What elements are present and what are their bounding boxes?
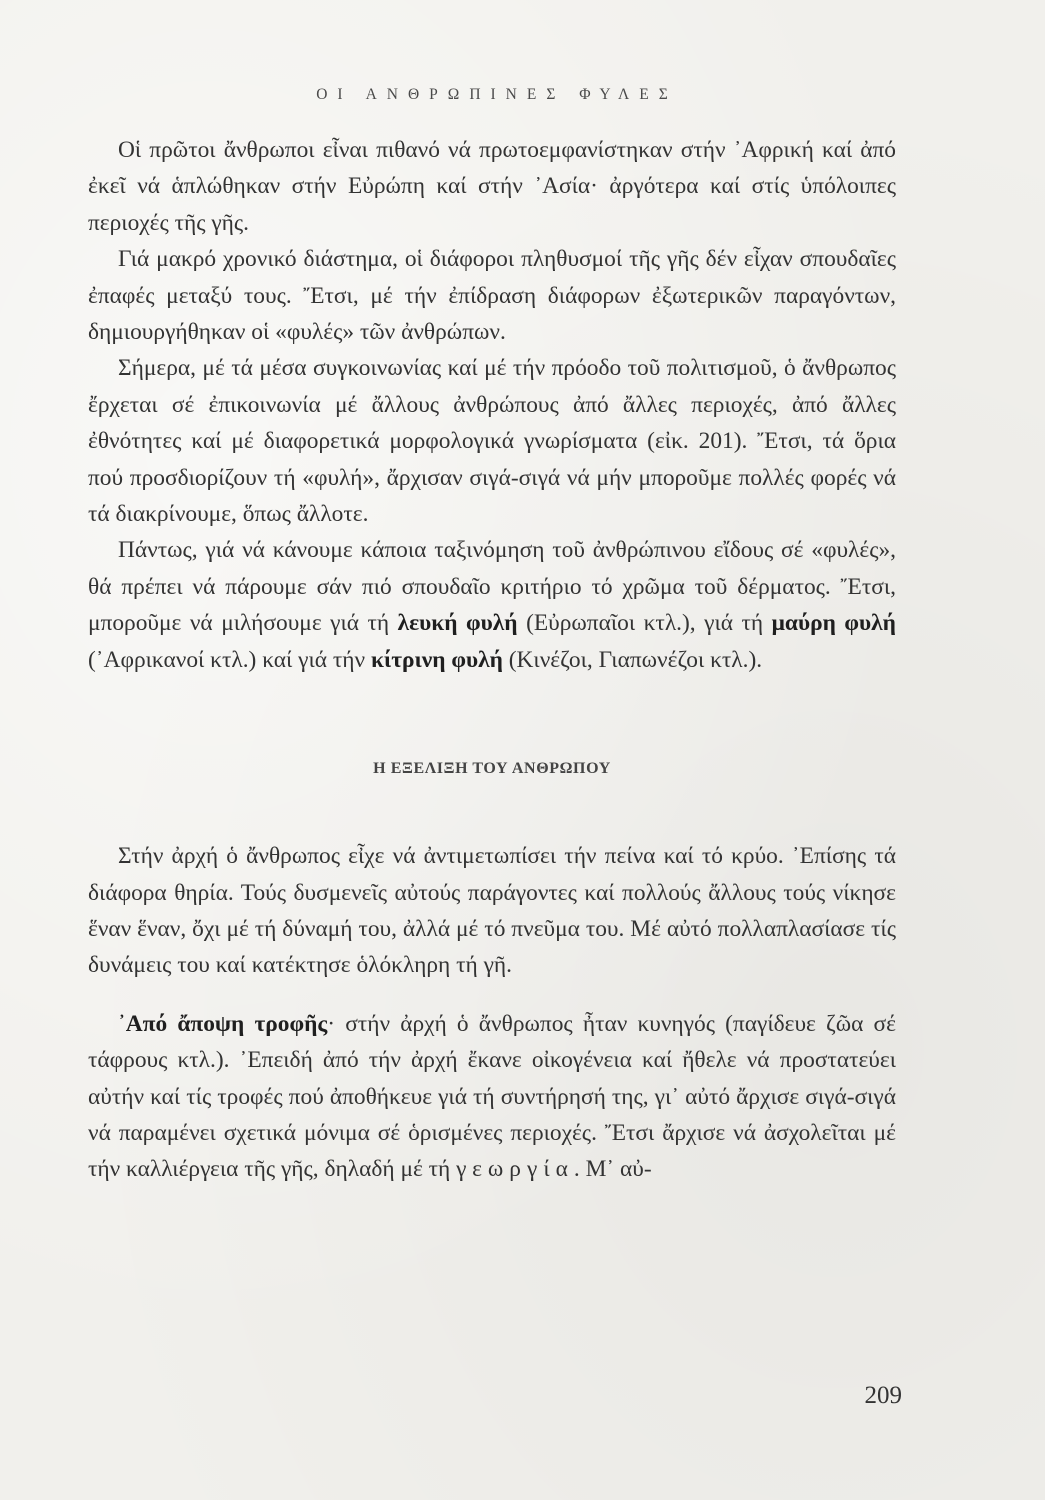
term-yellow-race: κίτρινη φυλή	[370, 646, 503, 673]
paragraph-classification	[88, 532, 896, 678]
food-text: · στήν ἀρχή ὁ ἄνθρωπος ἦταν κυνηγός (παγίδευε ζῶα σέ τάφρους κτλ.). ᾿Επειδή ἀπό τήν ἀρχή ἔκανε οἰκογένεια καί ἤθελε νά προστατεύει αὐτήν καί τίς τροφές πού ἀποθήκευε γιά τή συντήρησή της, γι᾿ αὐτό ἄρχισε σιγά-σιγά νά παραμένει σχετικά μόνιμα σέ ὁρισμένες περιοχές. Ἔτσι ἄρχισε νά ἀσχολεῖται μέ τήν καλλιέργεια τῆς γῆς, δηλαδή μέ τή	[88, 1010, 896, 1183]
paragraph-food	[88, 1006, 896, 1188]
page-content	[88, 86, 896, 1188]
term-black-race: μαύρη φυλή	[771, 610, 896, 637]
classification-text-d: (᾿Αφρικανοί κτλ.) καί γιά τήν	[88, 646, 366, 673]
paragraph-origins: Οἱ πρῶτοι ἄνθρωποι εἶναι πιθανό νά πρωτοεμφανίστηκαν στήν ᾿Αφρική καί ἀπό ἐκεῖ νά ἁπλώθηκαν στήν Εὐρώπη καί στήν ᾿Ασία· ἀργότερα καί στίς ὑπόλοιπες περιοχές τῆς γῆς.	[88, 137, 896, 236]
section-title-human-evolution: Η ΕΞΕΛΙΞΗ ΤΟΥ ΑΝΘΡΩΠΟΥ	[373, 760, 611, 778]
classification-text-a: Πάντως, γιά νά κάνουμε κάποια ταξινόμηση τοῦ ἀνθρώπινου εἴδους σέ «φυλές», θά πρέπει νά πάρουμε σάν πιό σπουδαῖο κριτήριο τό χρῶμα τοῦ δέρματος. Ἔτσι, μποροῦμε νά μιλήσουμε γιά τή	[88, 537, 896, 637]
section-title-human-races: ΟΙ ΑΝΘΡΩΠΙΝΕΣ ΦΥΛΕΣ	[316, 86, 678, 103]
paragraph-challenges: Στήν ἀρχή ὁ ἄνθρωπος εἶχε νά ἀντιμετωπίσει τήν πείνα καί τό κρύο. ᾿Επίσης τά διάφορα θηρία. Τούς δυσμενεῖς αὐτούς παράγοντες καί πολλούς ἄλλους τούς νίκησε ἕναν ἕναν, ὄχι μέ τή δύναμή του, ἀλλά μέ τό πνεῦμα του. Μέ αὐτό πολλαπλασίασε τίς δυνάμεις του καί κατέκτησε ὁλόκληρη τή γῆ.	[88, 843, 896, 979]
term-white-race: λευκή φυλή	[397, 610, 518, 637]
paragraph-communication: Σήμερα, μέ τά μέσα συγκοινωνίας καί μέ τήν πρόοδο τοῦ πολιτισμοῦ, ὁ ἄνθρωπος ἔρχεται σέ ἐπικοινωνία μέ ἄλλους ἀνθρώπους ἀπό ἄλλες περιοχές, ἀπό ἄλλες ἐθνότητες καί μέ διαφορετικά μορφολογικά γνωρίσματα (εἰκ. 201). Ἔτσι, τά ὅρια πού προσδιορίζουν τή «φυλή», ἄρχισαν σιγά-σιγά νά μήν μποροῦμε πολλές φορές νά τά διακρίνουμε, ὅπως ἄλλοτε.	[88, 355, 896, 528]
term-agriculture: γεωργία	[456, 1156, 574, 1183]
classification-text-c: (Εὐρωπαῖοι κτλ.), γιά τή	[526, 610, 764, 637]
food-text-end: . Μ᾿ αὐ-	[573, 1156, 652, 1183]
classification-text-e: (Κινέζοι, Γιαπωνέζοι κτλ.).	[508, 646, 763, 673]
term-food-aspect: ᾿Από ἄποψη τροφῆς	[118, 1010, 328, 1037]
page-number: 209	[864, 1382, 902, 1409]
paragraph-isolation: Γιά μακρό χρονικό διάστημα, οἱ διάφοροι πληθυσμοί τῆς γῆς δέν εἶχαν σπουδαῖες ἐπαφές μεταξύ τους. Ἔτσι, μέ τήν ἐπίδραση διάφορων ἐξωτερικῶν παραγόντων, δημιουργήθηκαν οἱ «φυλές» τῶν ἀνθρώπων.	[88, 246, 896, 346]
